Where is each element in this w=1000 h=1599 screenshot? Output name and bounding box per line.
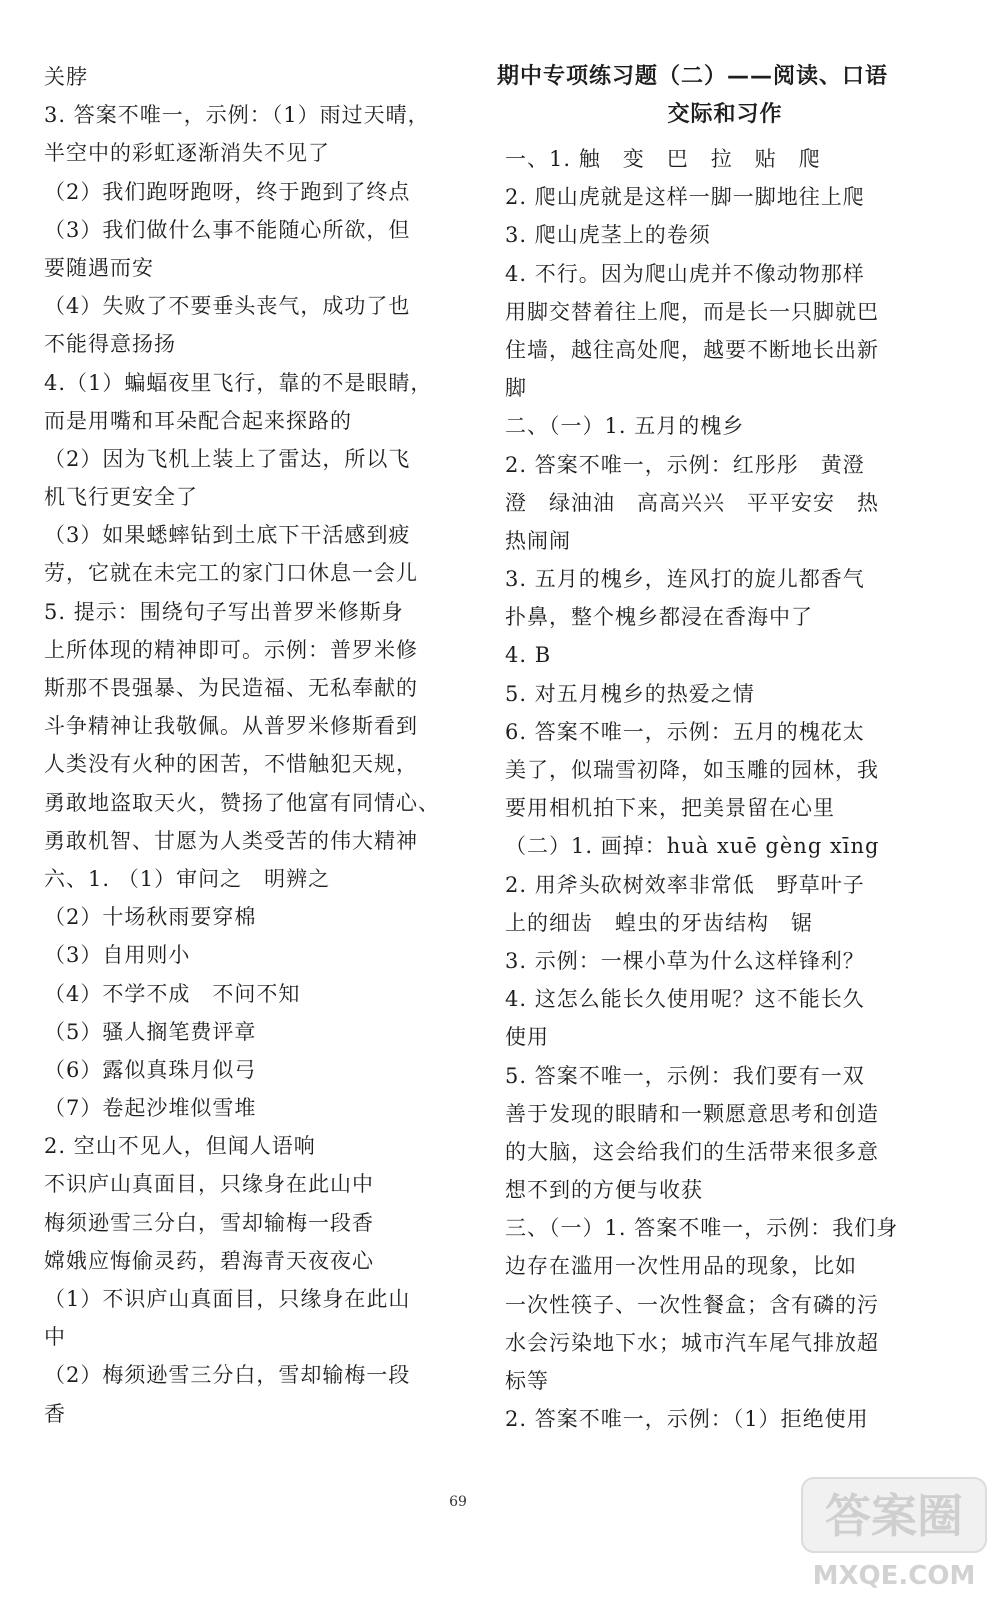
left-answer-line: （3）自用则小 <box>44 943 191 968</box>
right-answer-line: 用脚交替着往上爬，而是长一只脚就巴 <box>505 299 879 324</box>
left-answer-line: 斗争精神让我敬佩。从普罗米修斯看到 <box>44 714 418 739</box>
right-answer-line: 3. 爬山虎茎上的卷须 <box>505 223 711 248</box>
right-answer-line: 三、（一）1. 答案不唯一，示例：我们身 <box>505 1216 899 1241</box>
right-answer-line: 热闹闹 <box>505 528 571 553</box>
right-answer-line: 使用 <box>505 1025 549 1050</box>
left-answer-line: 勇敢地盗取天火，赞扬了他富有同情心、 <box>44 790 440 815</box>
right-answer-line: 5. 对五月槐乡的热爱之情 <box>505 681 755 706</box>
left-answer-line: 3. 答案不唯一，示例：（1）雨过天晴， <box>44 103 430 128</box>
left-answer-line: （6）露似真珠月似弓 <box>44 1057 257 1082</box>
left-answer-line: 要随遇而安 <box>44 255 154 280</box>
left-answer-line: 劳，它就在未完工的家门口休息一会儿 <box>44 561 418 586</box>
left-answer-line: 不能得意扬扬 <box>44 332 176 357</box>
left-answer-line: （2）十场秋雨要穿棉 <box>44 905 257 930</box>
left-answer-line: 关脖 <box>44 65 88 89</box>
section-title-line1: 期中专项练习题（二）——阅读、口语 <box>497 64 889 89</box>
watermark-logo-text: 答案圈 <box>825 1489 963 1543</box>
left-answer-line: 不识庐山真面目，只缘身在此山中 <box>44 1172 374 1197</box>
right-answer-line: 2. 答案不唯一，示例：（1）拒绝使用 <box>505 1407 869 1432</box>
left-answer-line: （2）因为飞机上装上了雷达，所以飞 <box>44 446 411 471</box>
right-answer-line: 水会污染地下水；城市汽车尾气排放超 <box>505 1330 879 1355</box>
right-answer-line: 美了，似瑞雪初降，如玉雕的园林，我 <box>505 758 879 782</box>
right-answer-lines <box>505 140 925 1438</box>
left-answer-line: （1）不识庐山真面目，只缘身在此山 <box>44 1287 411 1311</box>
right-column <box>497 58 925 1438</box>
left-answer-line: 而是用嘴和耳朵配合起来探路的 <box>44 408 352 433</box>
right-answer-line: 2. 答案不唯一，示例：红彤彤 黄澄 <box>505 452 865 477</box>
left-answer-line: 4.（1）蝙蝠夜里飞行，靠的不是眼睛， <box>44 370 433 395</box>
left-answer-line: 中 <box>44 1325 66 1350</box>
left-answer-line: （4）失败了不要垂头丧气，成功了也 <box>44 294 411 319</box>
left-answer-line: 上所体现的精神即可。示例：普罗米修 <box>44 637 418 662</box>
page-number: 69 <box>449 1494 467 1510</box>
watermark-logo <box>800 1476 988 1594</box>
right-answer-line: 4. 这怎么能长久使用呢？这不能长久 <box>505 987 865 1012</box>
right-answer-line: 善于发现的眼睛和一颗愿意思考和创造 <box>505 1101 879 1126</box>
left-answer-line: 香 <box>44 1401 66 1426</box>
right-answer-line: 4. 不行。因为爬山虎并不像动物那样 <box>505 261 865 286</box>
right-answer-line: 3. 示例：一棵小草为什么这样锋利？ <box>505 948 865 973</box>
right-answer-line: 扑鼻，整个槐乡都浸在香海中了 <box>505 605 813 630</box>
section-title-line2: 交际和习作 <box>667 102 783 127</box>
left-column <box>44 58 444 1433</box>
right-answer-line: 3. 五月的槐乡，连风打的旋儿都香气 <box>505 567 865 592</box>
left-answer-line: 梅须逊雪三分白，雪却输梅一段香 <box>44 1210 374 1235</box>
right-answer-line: 二、（一）1. 五月的槐乡 <box>505 414 745 439</box>
right-answer-line: 一、1. 触 变 巴 拉 贴 爬 <box>505 147 821 171</box>
right-answer-line: 6. 答案不唯一，示例：五月的槐花太 <box>505 719 865 744</box>
left-answer-line: 5. 提示：围绕句子写出普罗米修斯身 <box>44 599 404 624</box>
left-answer-line: 机飞行更安全了 <box>44 485 198 510</box>
right-answer-line: 脚 <box>505 376 527 401</box>
right-answer-line: 2. 用斧头砍树效率非常低 野草叶子 <box>505 872 865 897</box>
right-answer-line: 上的细齿 蝗虫的牙齿结构 锯 <box>505 910 813 935</box>
right-answer-line: 5. 答案不唯一，示例：我们要有一双 <box>505 1063 865 1088</box>
left-answer-line: （3）我们做什么事不能随心所欲，但 <box>44 217 411 242</box>
right-answer-line: 的大脑，这会给我们的生活带来很多意 <box>505 1139 879 1164</box>
left-answer-line: 半空中的彩虹逐渐消失不见了 <box>44 141 330 166</box>
left-answer-line: 嫦娥应悔偷灵药，碧海青天夜夜心 <box>44 1248 374 1273</box>
right-answer-line: 4. B <box>505 643 552 668</box>
right-answer-line: 一次性筷子、一次性餐盒；含有磷的污 <box>505 1292 879 1317</box>
left-answer-line: （7）卷起沙堆似雪堆 <box>44 1096 257 1121</box>
left-answer-line: （3）如果蟋蟀钻到土底下干活感到疲 <box>44 523 411 548</box>
left-answer-line: 人类没有火种的困苦，不惜触犯天规， <box>44 752 418 777</box>
left-answer-line: 2. 空山不见人，但闻人语响 <box>44 1134 316 1159</box>
left-answer-line: 斯那不畏强暴、为民造福、无私奉献的 <box>44 676 418 700</box>
right-answer-line: 澄 绿油油 高高兴兴 平平安安 热 <box>505 490 879 515</box>
right-answer-line: 住墙，越往高处爬，越要不断地长出新 <box>505 337 879 362</box>
right-answer-line: 要用相机拍下来，把美景留在心里 <box>505 796 835 821</box>
right-answer-line: 边存在滥用一次性用品的现象，比如 <box>505 1254 857 1279</box>
left-answer-line: 勇敢机智、甘愿为人类受苦的伟大精神 <box>44 828 418 853</box>
watermark-domain: MXQE.COM <box>812 1561 976 1591</box>
right-answer-line: 想不到的方便与收获 <box>505 1178 703 1203</box>
right-answer-line: 2. 爬山虎就是这样一脚一脚地往上爬 <box>505 185 865 210</box>
left-answer-line: （2）梅须逊雪三分白，雪却输梅一段 <box>44 1363 411 1388</box>
left-answer-line: 六、1. （1）审问之 明辨之 <box>44 866 331 891</box>
right-answer-line: （二）1. 画掉：huà xuē gèng xīng <box>505 834 880 859</box>
right-answer-line: 标等 <box>505 1369 549 1393</box>
left-answer-line: （5）骚人搁笔费评章 <box>44 1019 257 1044</box>
left-answer-line: （2）我们跑呀跑呀，终于跑到了终点 <box>44 179 411 204</box>
left-answer-line: （4）不学不成 不问不知 <box>44 981 301 1006</box>
